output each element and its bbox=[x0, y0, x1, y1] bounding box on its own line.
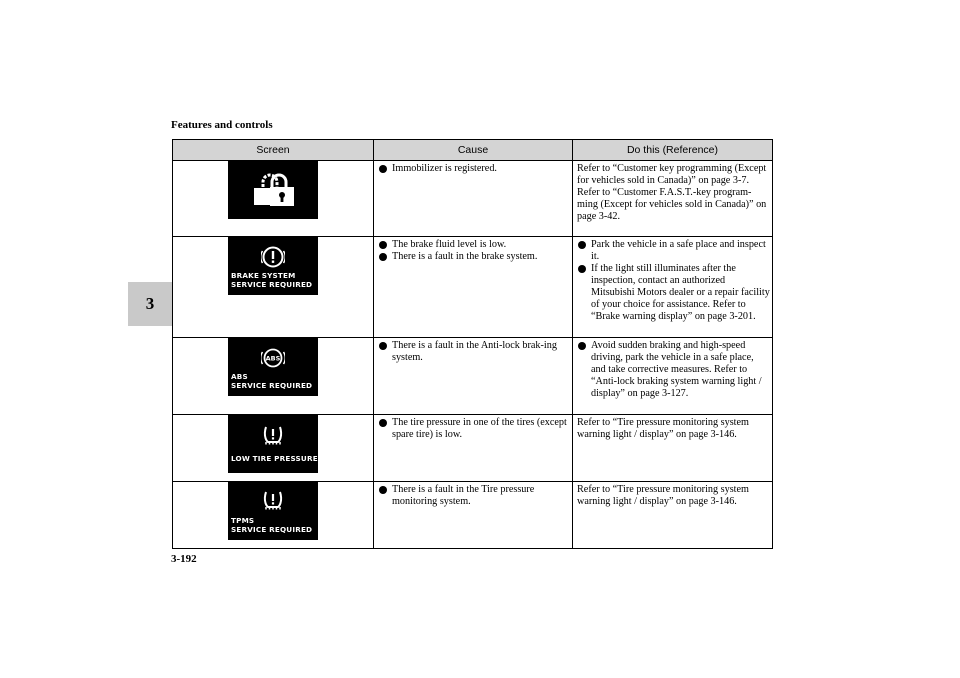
tire-pressure-icon bbox=[228, 489, 318, 515]
list-item: There is a fault in the brake system. bbox=[378, 251, 570, 263]
immobilizer-lock-icon bbox=[228, 173, 318, 213]
bullet-icon bbox=[379, 419, 387, 427]
page-header-title: Features and controls bbox=[171, 119, 273, 131]
bullet-icon bbox=[379, 165, 387, 173]
bullet-icon bbox=[379, 253, 387, 261]
action-reference-text: Refer to “Tire pressure monitoring system warning light / display” on page 3-146. bbox=[577, 484, 749, 507]
svg-text:ABS: ABS bbox=[265, 354, 281, 363]
display-message: TPMS SERVICE REQUIRED bbox=[231, 516, 313, 534]
column-header-screen: Screen bbox=[173, 140, 374, 161]
cause-cell bbox=[374, 161, 573, 237]
bullet-icon bbox=[379, 342, 387, 350]
table-row bbox=[173, 338, 773, 415]
action-reference-text: Refer to “Customer key programming (Except for vehicles sold in Canada)” on page 3-7. Refer to “Customer F.A.S.T.-key program-ming (Except for vehicles sold in Canada)” on page 3-42. bbox=[577, 163, 767, 222]
bullet-icon bbox=[578, 342, 586, 350]
action-cell bbox=[573, 161, 773, 237]
bullet-icon bbox=[578, 241, 586, 249]
column-header-cause: Cause bbox=[374, 140, 573, 161]
exclamation-circle-icon bbox=[228, 245, 318, 273]
list-item: The brake fluid level is low. bbox=[378, 239, 570, 251]
list-item: There is a fault in the Tire pressure monitoring system. bbox=[378, 484, 570, 508]
action-cell bbox=[573, 338, 773, 415]
display-message: ABS SERVICE REQUIRED bbox=[231, 372, 313, 390]
bullet-icon bbox=[379, 486, 387, 494]
warning-display-table bbox=[172, 139, 773, 549]
list-item: There is a fault in the Anti-lock brak-ing system. bbox=[378, 340, 570, 364]
list-item: The tire pressure in one of the tires (except spare tire) is low. bbox=[378, 417, 570, 441]
list-item: If the light still illuminates after the inspection, contact an authorized Mitsubishi Motors dealer or a repair facility of your choice for assistance. Refer to “Brake warning display” on page 3-201. bbox=[577, 263, 770, 323]
action-cell bbox=[573, 237, 773, 338]
action-cell bbox=[573, 482, 773, 549]
display-screen-tpms bbox=[228, 482, 318, 540]
display-screen-immobilizer bbox=[228, 161, 318, 219]
screen-cell bbox=[173, 482, 374, 549]
column-header-action: Do this (Reference) bbox=[573, 140, 773, 161]
cause-cell bbox=[374, 338, 573, 415]
table-row bbox=[173, 161, 773, 237]
display-message: BRAKE SYSTEM SERVICE REQUIRED bbox=[231, 271, 313, 289]
cause-cell bbox=[374, 237, 573, 338]
table-row bbox=[173, 415, 773, 482]
display-screen-brake-system bbox=[228, 237, 318, 295]
list-item: Park the vehicle in a safe place and inspect it. bbox=[577, 239, 770, 263]
action-reference-text: Refer to “Tire pressure monitoring system warning light / display” on page 3-146. bbox=[577, 417, 749, 440]
table-header-row bbox=[173, 140, 773, 161]
list-item: Avoid sudden braking and high-speed driving, park the vehicle in a safe place, and take corrective measures. Refer to “Anti-lock braking system warning light / display” on page 3-127. bbox=[577, 340, 770, 400]
cause-cell bbox=[374, 482, 573, 549]
display-screen-abs bbox=[228, 338, 318, 396]
screen-cell bbox=[173, 338, 374, 415]
page-number: 3-192 bbox=[171, 553, 197, 565]
display-screen-low-tire-pressure bbox=[228, 415, 318, 473]
tire-pressure-icon bbox=[228, 424, 318, 450]
screen-cell bbox=[173, 161, 374, 237]
action-cell bbox=[573, 415, 773, 482]
display-message: LOW TIRE PRESSURE bbox=[231, 454, 318, 463]
abs-circle-icon bbox=[228, 346, 318, 374]
table-row bbox=[173, 237, 773, 338]
chapter-tab: 3 bbox=[128, 282, 172, 326]
list-item: Immobilizer is registered. bbox=[378, 163, 570, 175]
bullet-icon bbox=[379, 241, 387, 249]
screen-cell bbox=[173, 237, 374, 338]
bullet-icon bbox=[578, 265, 586, 273]
cause-cell bbox=[374, 415, 573, 482]
screen-cell bbox=[173, 415, 374, 482]
table-row bbox=[173, 482, 773, 549]
